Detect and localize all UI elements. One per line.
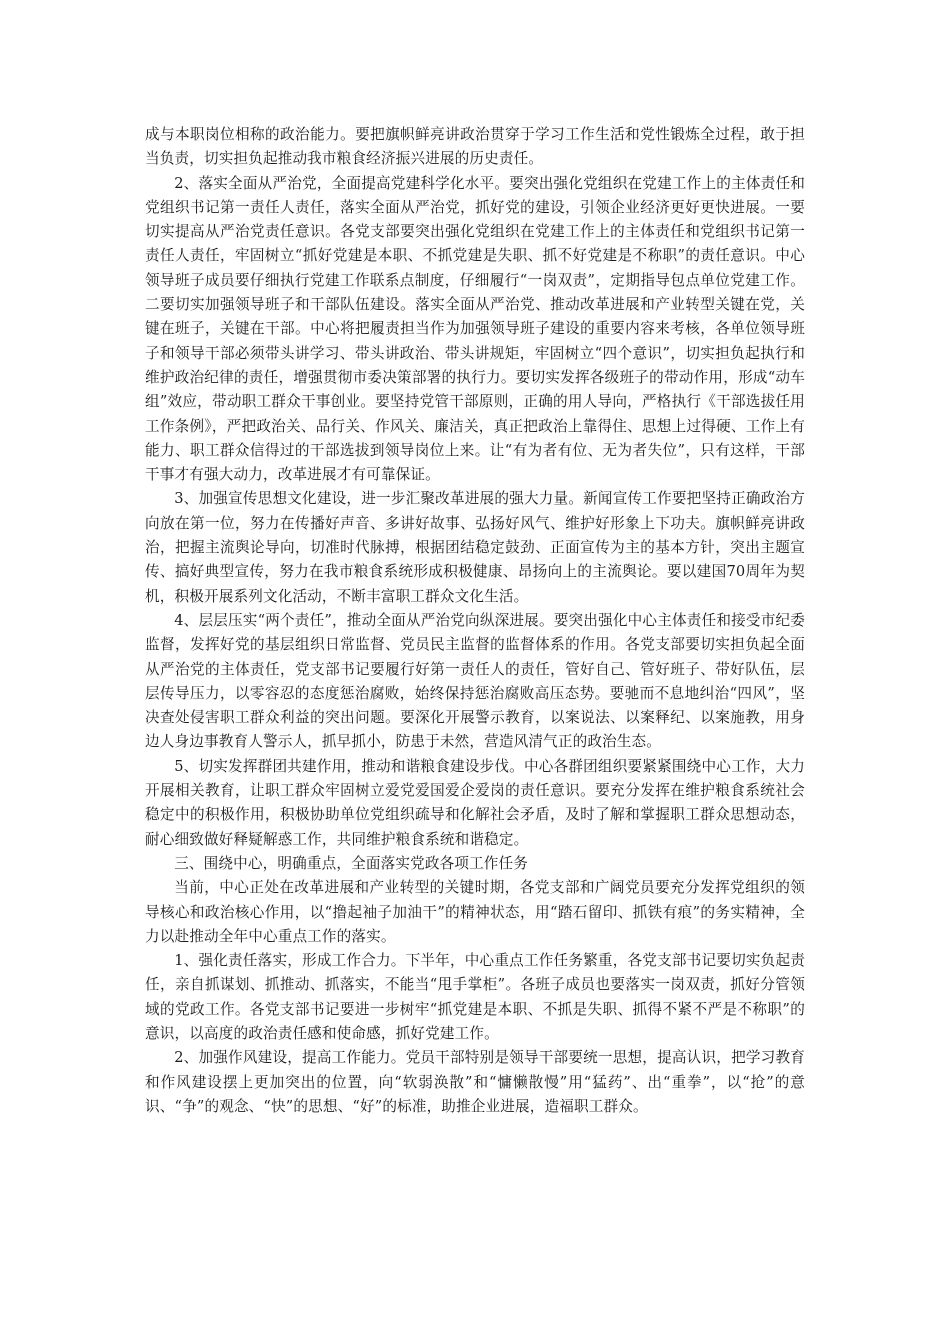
paragraph-two-responsibilities: 4、层层压实“两个责任”，推动全面从严治党向纵深进展。要突出强化中心主体责任和接受市纪委监督，发挥好党的基层组织日常监督、党员民主监督的监督体系的作用。各党支部要切实担负起全面从严治党的主体责任，党支部书记要履行好第一责任人的责任，管好自己、管好班子、带好队伍，层层传导压力，以零容忍的态度惩治腐败，始终保持惩治腐败高压态势。要驰而不息地纠治“四风”，坚决查处侵害职工群众利益的突出问题。要深化开展警示教育，以案说法、以案释纪、以案施教，用身边人身边事教育人警示人，抓早抓小，防患于未然，营造风清气正的政治生态。 [145,611,805,751]
document-body [145,123,805,1119]
paragraph-political-capability: 成与本职岗位相称的政治能力。要把旗帜鲜亮讲政治贯穿于学习工作生活和党性锻炼全过程，敢于担当负责，切实担负起推动我市粮食经济振兴进展的历史责任。 [145,126,805,168]
paragraph-propaganda-culture: 3、加强宣传思想文化建设，进一步汇聚改革进展的强大力量。新闻宣传工作要把坚持正确政治方向放在第一位，努力在传播好声音、多讲好故事、弘扬好风气、维护好形象上下功夫。旗帜鲜亮讲政治，把握主流舆论导向，切准时代脉搏，根据团结稳定鼓劲、正面宣传为主的基本方针，突出主题宣传、搞好典型宣传，努力在我市粮食系统形成积极健康、昂扬向上的主流舆论。要以建国70周年为契机，积极开展系列文化活动，不断丰富职工群众文化生活。 [145,490,805,605]
paragraph-mass-organizations: 5、切实发挥群团共建作用，推动和谐粮食建设步伐。中心各群团组织要紧紧围绕中心工作，大力开展相关教育，让职工群众牢固树立爱党爱国爱企爱岗的责任意识。要充分发挥在维护粮食系统社会稳定中的积极作用，积极协助单位党组织疏导和化解社会矛盾，及时了解和掌握职工群众思想动态，耐心细致做好释疑解惑工作，共同维护粮食系统和谐稳定。 [145,757,805,848]
paragraph-responsibility-implementation: 1、强化责任落实，形成工作合力。下半年，中心重点工作任务繁重，各党支部书记要切实负起责任，亲自抓谋划、抓推动、抓落实，不能当“甩手掌柜”。各班子成员也要落实一岗双责，抓好分管领域的党政工作。各党支部书记要进一步树牢“抓党建是本职、不抓是失职、抓得不紧不严是不称职”的意识，以高度的政治责任感和使命感，抓好党建工作。 [145,952,805,1042]
section-heading-three: 三、围绕中心，明确重点，全面落实党政各项工作任务 [174,854,529,872]
paragraph-work-style: 2、加强作风建设，提高工作能力。党员干部特别是领导干部要统一思想，提高认识，把学习教育和作风建设摆上更加突出的位置，向“软弱涣散”和“慵懒散慢”用“猛药”、出“重拳”，以“抢”的意识、“争”的观念、“快”的思想、“好”的标准，助推企业进展，造福职工群众。 [145,1049,805,1115]
paragraph-strict-party-governance: 2、落实全面从严治党，全面提高党建科学化水平。要突出强化党组织在党建工作上的主体责任和党组织书记第一责任人责任，落实全面从严治党，抓好党的建设，引领企业经济更好更快进展。一要切实提高从严治党责任意识。各党支部要突出强化党组织在党建工作上的主体责任和党组织书记第一责任人责任，牢固树立“抓好党建是本职、不抓党建是失职、抓不好党建是不称职”的责任意识。中心领导班子成员要仔细执行党建工作联系点制度，仔细履行“一岗双责”，定期指导包点单位党建工作。二要切实加强领导班子和干部队伍建设。落实全面从严治党、推动改革进展和产业转型关键在党，关键在班子，关键在干部。中心将把履责担当作为加强领导班子建设的重要内容来考核，各单位领导班子和领导干部必须带头讲学习、带头讲政治、带头讲规矩，牢固树立“四个意识”，切实担负起执行和维护政治纪律的责任，增强贯彻市委决策部署的执行力。要切实发挥各级班子的带动作用，形成“动车组”效应，带动职工群众干事创业。要坚持党管干部原则，正确的用人导向，严格执行《干部选拔任用工作条例》，严把政治关、品行关、作风关、廉洁关，真正把政治上靠得住、思想上过得硬、工作上有能力、职工群众信得过的干部选拔到领导岗位上来。让“有为者有位、无为者失位”，只有这样，干部干事才有强大动力，改革进展才有可靠保证。 [145,174,805,484]
paragraph-current-situation: 当前，中心正处在改革进展和产业转型的关键时期，各党支部和广阔党员要充分发挥党组织的领导核心和政治核心作用，以“撸起袖子加油干”的精神状态，用“踏石留印、抓铁有痕”的务实精神，全力以赴推动全年中心重点工作的落实。 [145,879,805,945]
